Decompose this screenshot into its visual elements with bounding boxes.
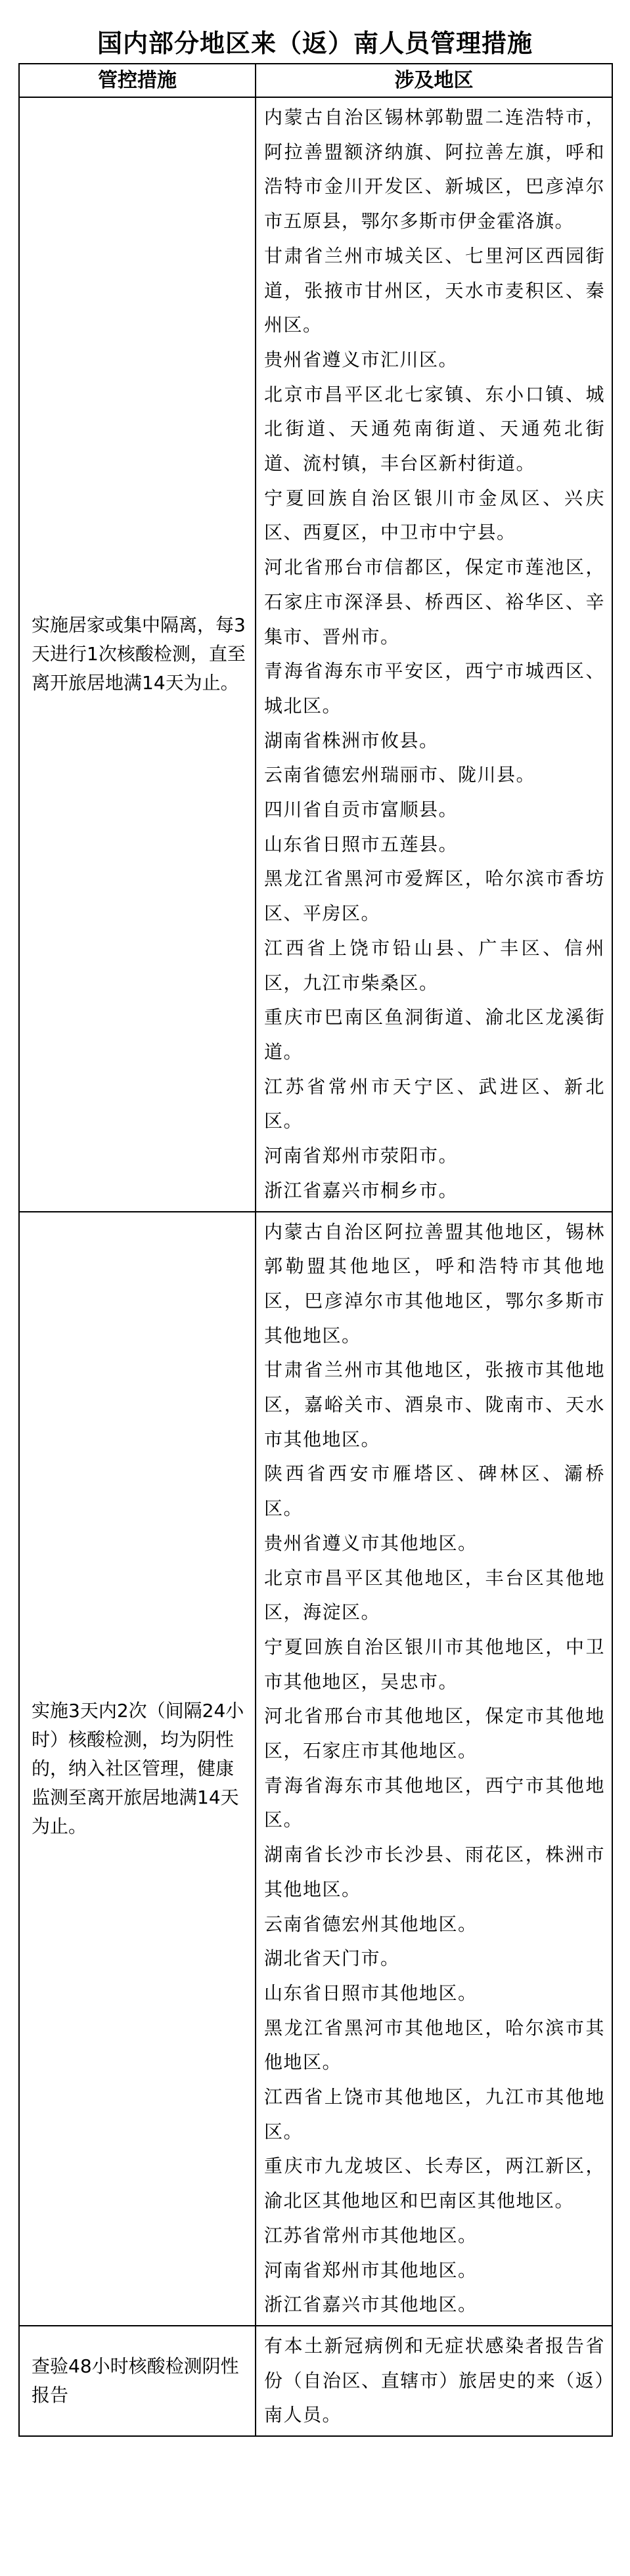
- region-item: 黑龙江省黑河市其他地区，哈尔滨市其他地区。: [264, 2016, 605, 2074]
- region-item: 北京市昌平区北七家镇、东小口镇、城北街道、天通苑南街道、天通苑北街道、流村镇，丰台区新村街道。: [264, 383, 605, 475]
- region-item: 湖南省长沙市长沙县、雨花区，株洲市其他地区。: [264, 1844, 605, 1900]
- region-item: 山东省日照市五莲县。: [264, 833, 459, 855]
- region-item: 江西省上饶市铅山县、广丰区、信州区，九江市柴桑区。: [264, 937, 605, 994]
- table-header-row: [19, 64, 612, 97]
- region-item: 河北省邢台市信都区，保定市莲池区，石家庄市深泽县、桥西区、裕华区、辛集市、晋州市。: [264, 556, 605, 648]
- region-item: 重庆市巴南区鱼洞街道、渝北区龙溪街道。: [264, 1006, 605, 1063]
- region-item: 内蒙古自治区阿拉善盟其他地区，锡林郭勒盟其他地区，呼和浩特市其他地区，巴彦淖尔市其他地区，鄂尔多斯市其他地区。: [264, 1220, 605, 1346]
- region-item: 宁夏回族自治区银川市其他地区，中卫市其他地区，吴忠市。: [264, 1635, 605, 1693]
- header-measures: 管控措施: [19, 64, 256, 97]
- region-item: 河南省郑州市其他地区。: [264, 2259, 478, 2281]
- measure-cell: 实施居家或集中隔离，每3天进行1次核酸检测，直至离开旅居地满14天为止。: [19, 97, 256, 1212]
- region-item: 江苏省常州市天宁区、武进区、新北区。: [264, 1075, 605, 1132]
- regions-cell: [256, 2326, 612, 2436]
- table-row: [19, 2326, 612, 2436]
- page-title: 国内部分地区来（返）南人员管理措施: [97, 28, 533, 58]
- region-item: 贵州省遵义市汇川区。: [264, 348, 459, 370]
- region-item: 甘肃省兰州市城关区、七里河区西园街道，张掖市甘州区，天水市麦积区、秦州区。: [264, 244, 605, 336]
- region-item: 黑龙江省黑河市爱辉区，哈尔滨市香坊区、平房区。: [264, 868, 605, 925]
- region-item: 山东省日照市其他地区。: [264, 1982, 478, 2004]
- region-item: 四川省自贡市富顺县。: [264, 799, 459, 821]
- regions-cell: [256, 97, 612, 1212]
- regions-cell: [256, 1212, 612, 2326]
- region-item: 有本土新冠病例和无症状感染者报告省份（自治区、直辖市）旅居史的来（返）南人员。: [264, 2335, 605, 2426]
- region-item: 江西省上饶市其他地区，九江市其他地区。: [264, 2086, 605, 2143]
- policy-table: [18, 63, 613, 2437]
- measure-cell: 实施3天内2次（间隔24小时）核酸检测，均为阴性的，纳入社区管理，健康监测至离开旅居地满14天为止。: [19, 1212, 256, 2326]
- region-item: 青海省海东市平安区，西宁市城西区、城北区。: [264, 660, 605, 717]
- region-item: 云南省德宏州其他地区。: [264, 1913, 478, 1935]
- region-item: 湖北省天门市。: [264, 1947, 400, 1970]
- region-item: 青海省海东市其他地区，西宁市其他地区。: [264, 1774, 605, 1831]
- region-item: 河南省郑州市荥阳市。: [264, 1145, 459, 1167]
- region-item: 宁夏回族自治区银川市金凤区、兴庆区、西夏区，中卫市中宁县。: [264, 487, 605, 544]
- table-body: [19, 97, 612, 2436]
- region-item: 陕西省西安市雁塔区、碑林区、灞桥区。: [264, 1463, 605, 1520]
- region-item: 湖南省株洲市攸县。: [264, 729, 439, 751]
- region-item: 甘肃省兰州市其他地区，张掖市其他地区，嘉峪关市、酒泉市、陇南市、天水市其他地区。: [264, 1359, 605, 1450]
- table-row: [19, 97, 612, 1212]
- region-item: 内蒙古自治区锡林郭勒盟二连浩特市，阿拉善盟额济纳旗、阿拉善左旗，呼和浩特市金川开发区、新城区，巴彦淖尔市五原县，鄂尔多斯市伊金霍洛旗。: [264, 106, 605, 233]
- region-item: 浙江省嘉兴市其他地区。: [264, 2294, 478, 2316]
- region-item: 贵州省遵义市其他地区。: [264, 1532, 478, 1554]
- measure-cell: 查验48小时核酸检测阴性报告: [19, 2326, 256, 2436]
- region-item: 河北省邢台市其他地区，保定市其他地区，石家庄市其他地区。: [264, 1705, 605, 1762]
- region-item: 重庆市九龙坡区、长寿区，两江新区，渝北区其他地区和巴南区其他地区。: [264, 2155, 605, 2212]
- region-item: 浙江省嘉兴市桐乡市。: [264, 1179, 459, 1201]
- header-regions: 涉及地区: [256, 64, 612, 97]
- table-row: [19, 1212, 612, 2326]
- region-item: 江苏省常州市其他地区。: [264, 2224, 478, 2246]
- region-item: 北京市昌平区其他地区，丰台区其他地区，海淀区。: [264, 1566, 605, 1624]
- region-item: 云南省德宏州瑞丽市、陇川县。: [264, 764, 536, 786]
